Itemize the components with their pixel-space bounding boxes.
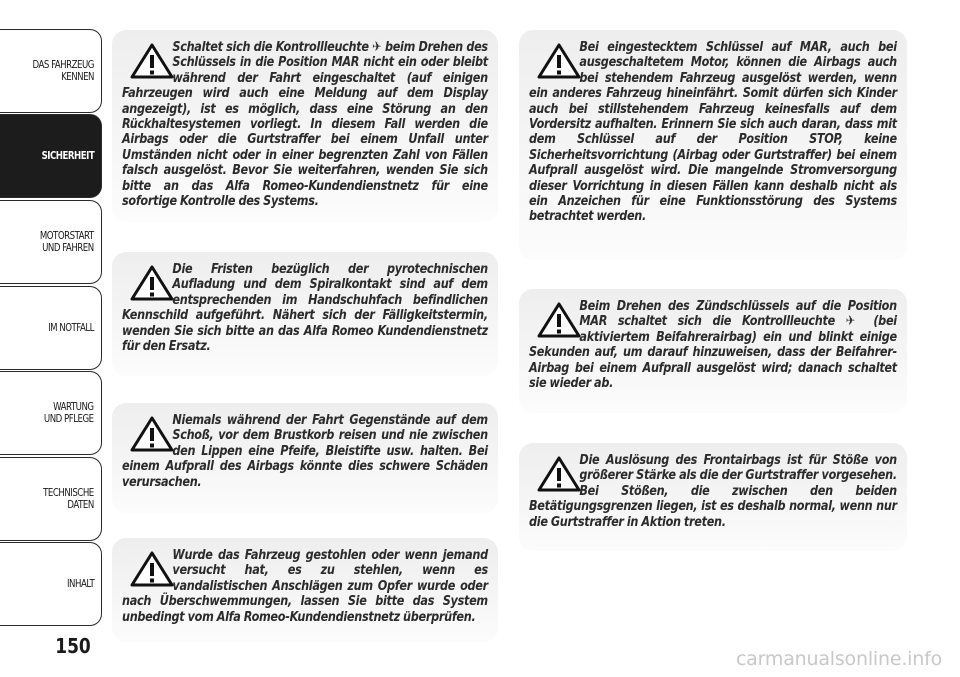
warning-text: Schaltet sich die Kontrollleuchte ✈ beim Drehen des Schlüssels in die Position MAR nicht ein oder bleibt während der Fahrt eingeschaltet (auf einigen Fahrzeugen wird auch eine Meldung auf dem Display angezeigt), ist es möglich, dass eine Störung an den Rückhaltesystemen vorliegt. In diesem Fall werden die Airbags oder die Gurtstraffer bei einem Unfall unter Umständen nicht oder in einer begrenzten Zahl von Fällen falsch ausgelöst. Bevor Sie weiterfahren, wenden Sie sich bitte an das Alfa Romeo-Kundendienstnetz für eine sofortige Kontrolle des Systems. <box>122 40 488 210</box>
tab-wartung-und-pflege[interactable] <box>0 371 102 455</box>
warning-text: Niemals während der Fahrt Gegenstände auf dem Schoß, vor dem Brustkorb reisen und nie zwischen den Lippen eine Pfeife, Bleistifte usw. halten. Bei einem Aufprall des Airbags könnte dies schwere Schäden verursachen. <box>122 413 488 490</box>
tab-motorstart-und-fahren[interactable] <box>0 200 102 284</box>
tab-label: SICHERHEIT <box>41 150 94 162</box>
warning-box <box>112 403 498 513</box>
page-number: 150 <box>55 634 91 658</box>
tab-label: DAS FAHRZEUG KENNEN <box>32 59 94 83</box>
warning-box <box>519 289 907 413</box>
tab-inhalt[interactable] <box>0 542 102 626</box>
warning-box <box>519 443 907 551</box>
tab-label: IM NOTFALL <box>48 322 94 334</box>
warning-text: Die Auslösung des Frontairbags ist für Stöße von größerer Stärke als die der Gurtstraffer vorgesehen. Bei Stößen, die zwischen den beiden Betätigungsgrenzen liegen, ist es deshalb normal, wenn nur die Gurtstraffer in Aktion treten. <box>529 453 897 530</box>
warning-text: Die Fristen bezüglich der pyrotechnischen Aufladung und dem Spiralkontakt sind auf dem entsprechenden im Handschuhfach befindlichen Kennschild aufgeführt. Nähert sich der Fälligkeitstermin, wenden Sie sich bitte an das Alfa Romeo Kundendienstnetz für den Ersatz. <box>122 262 488 355</box>
warning-text: Bei eingestecktem Schlüssel auf MAR, auch bei ausgeschaltetem Motor, können die Airbags auch bei stehendem Fahrzeug ausgelöst werden, wenn ein anderes Fahrzeug hineinfährt. Somit dürfen sich Kinder auch bei stillstehendem Fahrzeug keinesfalls auf dem Vordersitz aufhalten. Erinnern Sie sich auch daran, dass mit dem Schlüssel auf der Position STOP, keine Sicherheitsvorrichtung (Airbag oder Gurtstraffer) bei einem Aufprall ausgelöst wird. Die mangelnde Stromversorgung dieser Vorrichtung in diesen Fällen kann deshalb nicht als ein Anzeichen für eine Funktionsstörung des Systems betrachtet werden. <box>529 40 897 225</box>
chapter-tab-rail <box>0 0 104 640</box>
tab-sicherheit[interactable] <box>0 114 102 198</box>
warning-text: Wurde das Fahrzeug gestohlen oder wenn jemand versucht hat, es zu stehlen, wenn es vandalistischen Anschlägen zum Opfer wurde oder nach Überschwemmungen, lassen Sie bitte das System unbedingt vom Alfa Romeo-Kundendienstnetz überprüfen. <box>122 548 488 625</box>
warning-text: Beim Drehen des Zündschlüssels auf die Position MAR schaltet sich die Kontrollleuchte ✈ (bei aktiviertem Beifahrerairbag) ein und blinkt einige Sekunden auf, um darauf hinzuweisen, dass der Beifahrer-Airbag bei einem Aufprall ausgelöst wird; danach schaltet sie wieder ab. <box>529 299 897 392</box>
warning-box <box>519 30 907 260</box>
warning-box <box>112 252 498 376</box>
tab-label: INHALT <box>66 578 94 590</box>
watermark: carmanualsonline.info <box>735 648 942 670</box>
tab-das-fahrzeug-kennen[interactable] <box>0 29 102 113</box>
tab-label: TECHNISCHE DATEN <box>43 487 94 511</box>
tab-label: WARTUNG UND PFLEGE <box>44 401 94 425</box>
warning-box <box>112 538 498 642</box>
tab-im-notfall[interactable] <box>0 286 102 370</box>
tab-technische-daten[interactable] <box>0 457 102 541</box>
tab-label: MOTORSTART UND FAHREN <box>40 230 94 254</box>
warning-box <box>112 30 498 222</box>
